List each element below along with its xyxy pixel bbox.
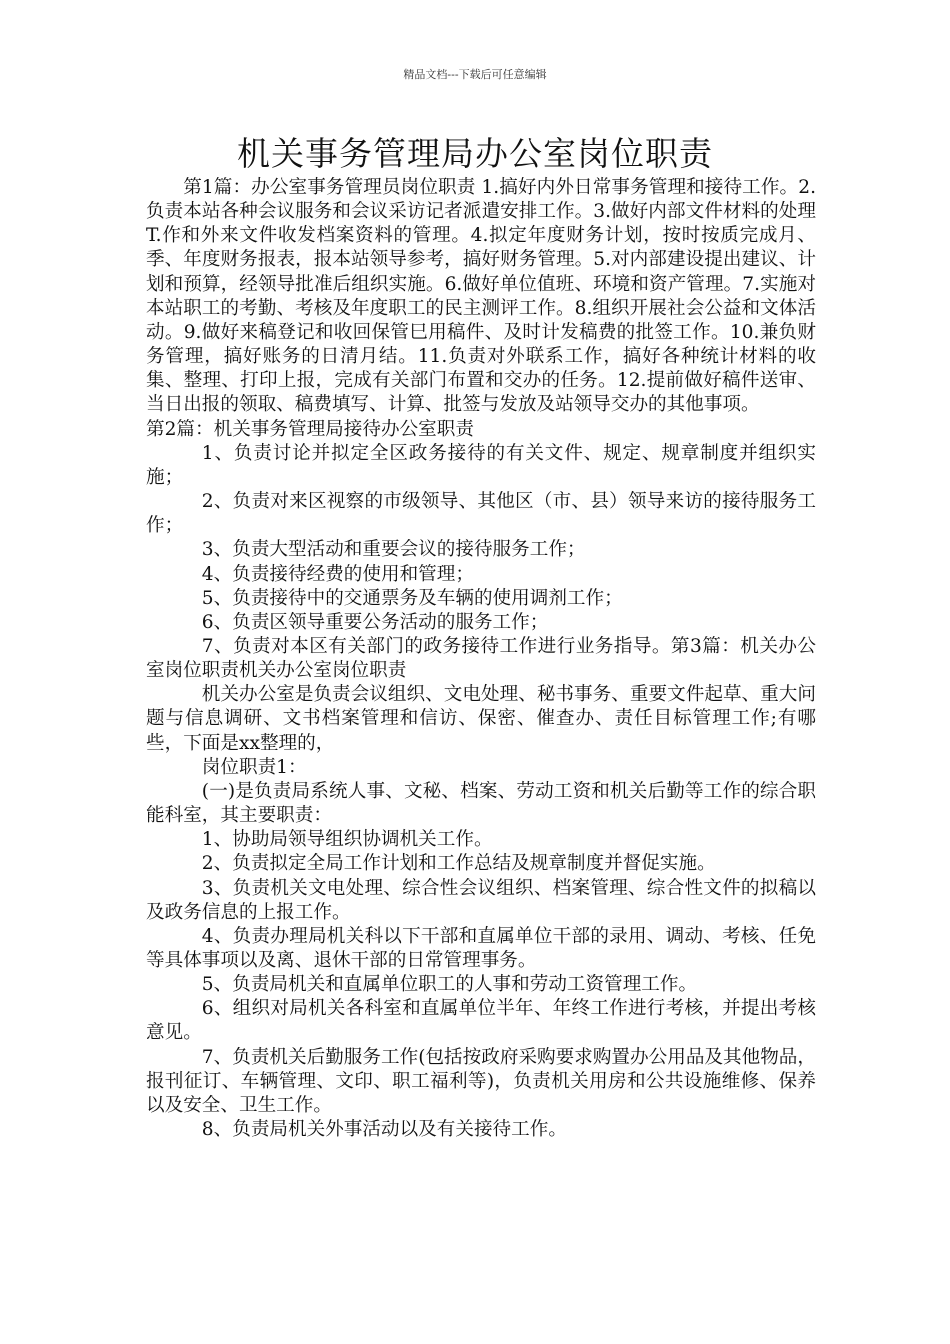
paragraph: 4、负责办理局机关科以下干部和直属单位干部的录用、调动、考核、任免等具体事项以及离、退休干部的日常管理事务。 <box>146 925 816 971</box>
paragraph: 2、负责拟定全局工作计划和工作总结及规章制度并督促实施。 <box>201 853 716 875</box>
paragraph: 6、负责区领导重要公务活动的服务工作； <box>201 611 549 633</box>
paragraph: 第1篇：办公室事务管理员岗位职责 1.搞好内外日常事务管理和接待工作。2.负责本站各种会议服务和会议采访记者派遣安排工作。3.做好内部文件材料的处理T.作和外来文件收发档案资料的管理。4.拟定年度财务计划，按时按质完成月、季、年度财务报表，报本站领导参考，搞好财务管理。5.对内部建设提出建议、计划和预算，经领导批准后组织实施。6.做好单位值班、环境和资产管理。7.实施对本站职工的考勤、考核及年度职工的民主测评工作。8.组织开展社会公益和文体活动。9.做好来稿登记和收回保管巳用稿件、及时计发稿费的批签工作。10.兼负财务管理，搞好账务的日清月结。11.负责对外联系工作，搞好各种统计材料的收集、整理、打印上报，完成有关部门布置和交办的任务。12.提前做好稿件送审、当日出报的领取、稿费填写、计算、批签与发放及站领导交办的其他事项。 <box>146 177 816 416</box>
paragraph: 机关办公室是负责会议组织、文电处理、秘书事务、重要文件起草、重大问题与信息调研、文书档案管理和信访、保密、催查办、责任目标管理工作;有哪些，下面是xx整理的， <box>146 684 816 754</box>
document-title: 机关事务管理局办公室岗位职责 <box>237 134 713 173</box>
paragraph: (一)是负责局系统人事、文秘、档案、劳动工资和机关后勤等工作的综合职能科室，其主要职责： <box>146 780 816 827</box>
paragraph: 1、协助局领导组织协调机关工作。 <box>201 829 493 851</box>
header-note: 精品文档---下载后可任意编辑 <box>403 68 547 81</box>
paragraph: 7、负责对本区有关部门的政务接待工作进行业务指导。第3篇：机关办公室岗位职责机关办公室岗位职责 <box>146 635 816 682</box>
paragraph: 8、负责局机关外事活动以及有关接待工作。 <box>201 1119 567 1141</box>
paragraph: 3、负责大型活动和重要会议的接待服务工作； <box>201 539 586 561</box>
paragraph: 7、负责机关后勤服务工作(包括按政府采购要求购置办公用品及其他物品，报刊征订、车辆管理、文印、职工福利等)，负责机关用房和公共设施维修、保养以及安全、卫生工作。 <box>146 1046 816 1116</box>
document-body <box>146 176 816 1142</box>
paragraph: 岗位职责1： <box>201 756 307 778</box>
paragraph: 1、负责讨论并拟定全区政务接待的有关文件、规定、规章制度并组织实施； <box>146 442 816 488</box>
paragraph: 4、负责接待经费的使用和管理； <box>201 563 474 585</box>
paragraph: 3、负责机关文电处理、综合性会议组织、档案管理、综合性文件的拟稿以及政务信息的上报工作。 <box>146 877 816 923</box>
paragraph: 第2篇：机关事务管理局接待办公室职责 <box>146 418 474 440</box>
paragraph: 5、负责接待中的交通票务及车辆的使用调剂工作； <box>201 587 623 609</box>
paragraph: 5、负责局机关和直属单位职工的人事和劳动工资管理工作。 <box>201 974 698 996</box>
paragraph: 6、组织对局机关各科室和直属单位半年、年终工作进行考核，并提出考核意见。 <box>146 998 816 1044</box>
paragraph: 2、负责对来区视察的市级领导、其他区（市、县）领导来访的接待服务工作； <box>146 491 816 537</box>
